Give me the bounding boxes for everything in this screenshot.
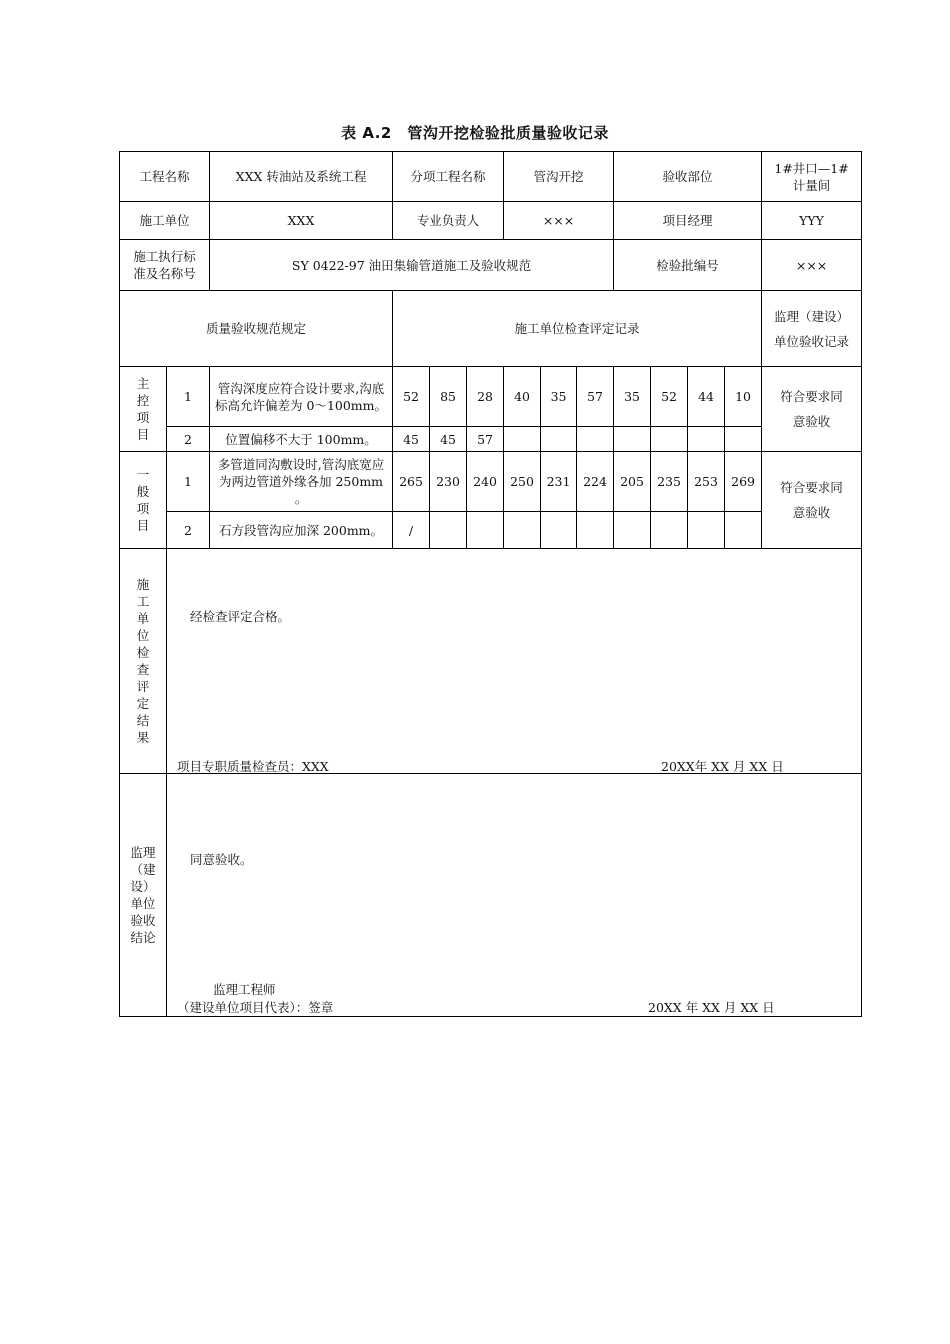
- general-item-1-value: 230: [430, 452, 467, 512]
- general-item-1-value: 250: [504, 452, 541, 512]
- main-item-2-value: [504, 427, 541, 452]
- professional-label: 专业负责人: [393, 202, 504, 240]
- general-item-2-value: [688, 512, 725, 549]
- record-label: 施工单位检查评定记录: [393, 291, 762, 367]
- construction-result-label: 施工单位检查评定结果: [120, 549, 167, 774]
- batch-label: 检验批编号: [614, 240, 762, 291]
- general-item-2-value: /: [393, 512, 430, 549]
- main-item-1-no: 1: [167, 367, 210, 427]
- standard-value: SY 0422-97 油田集输管道施工及验收规范: [210, 240, 614, 291]
- main-item-2-value: [577, 427, 614, 452]
- main-item-1-value: 52: [393, 367, 430, 427]
- main-item-1-value: 52: [651, 367, 688, 427]
- general-item-1-value: 265: [393, 452, 430, 512]
- main-item-2-value: [688, 427, 725, 452]
- general-item-1-value: 231: [541, 452, 577, 512]
- main-item-1-value: 10: [725, 367, 762, 427]
- main-item-2-value: 45: [393, 427, 430, 452]
- acceptance-record-table: [119, 151, 862, 1017]
- main-item-2-value: [725, 427, 762, 452]
- general-item-2-value: [725, 512, 762, 549]
- construction-result-block: [167, 549, 862, 774]
- professional-value: ×××: [504, 202, 614, 240]
- main-item-1-value: 40: [504, 367, 541, 427]
- project-name-label: 工程名称: [120, 152, 210, 202]
- supervisor-result-label: 监理（建设）单位验收结论: [120, 774, 167, 1017]
- general-item-1-value: 269: [725, 452, 762, 512]
- general-item-2-value: [614, 512, 651, 549]
- general-item-row-2: [120, 512, 862, 549]
- section-header-row: [120, 291, 862, 367]
- quality-inspector: 项目专职质量检查员：XXX: [177, 759, 329, 774]
- page-title: 表 A.2 管沟开挖检验批质量验收记录: [341, 124, 609, 142]
- general-item-1-value: 253: [688, 452, 725, 512]
- general-item-2-value: [467, 512, 504, 549]
- supervisor-record-label: 监理（建设）单位验收记录: [762, 291, 862, 367]
- main-item-2-value: 57: [467, 427, 504, 452]
- main-item-1-value: 28: [467, 367, 504, 427]
- general-item-2-no: 2: [167, 512, 210, 549]
- accept-part-label: 验收部位: [614, 152, 762, 202]
- supervisor-engineer-label: 监理工程师: [213, 982, 276, 997]
- main-item-2-no: 2: [167, 427, 210, 452]
- main-item-1-value: 85: [430, 367, 467, 427]
- general-items-group-label: 一般项目: [120, 452, 167, 549]
- supervisor-signature-label: （建设单位项目代表）：签章: [177, 1000, 334, 1015]
- main-item-2-value: 45: [430, 427, 467, 452]
- header-row-3: [120, 240, 862, 291]
- supervisor-date: 20XX 年 XX 月 XX 日: [648, 1000, 775, 1015]
- general-item-1-value: 205: [614, 452, 651, 512]
- main-items-group-label: 主控项目: [120, 367, 167, 452]
- main-item-2-value: [614, 427, 651, 452]
- main-item-1-value: 44: [688, 367, 725, 427]
- main-items-result: 符合要求同意验收: [762, 367, 862, 452]
- main-item-2-desc: 位置偏移不大于 100mm。: [210, 427, 393, 452]
- supervisor-result-row: [120, 774, 862, 1017]
- general-item-2-value: [541, 512, 577, 549]
- general-item-1-desc: 多管道同沟敷设时,管沟底宽应为两边管道外缘各加 250mm 。: [210, 452, 393, 512]
- construction-result-row: [120, 549, 862, 774]
- main-item-1-value: 35: [541, 367, 577, 427]
- general-item-1-value: 224: [577, 452, 614, 512]
- construct-unit-label: 施工单位: [120, 202, 210, 240]
- general-item-2-value: [577, 512, 614, 549]
- construct-unit-value: XXX: [210, 202, 393, 240]
- header-row-2: [120, 202, 862, 240]
- spec-label: 质量验收规范规定: [120, 291, 393, 367]
- general-item-row-1: [120, 452, 862, 512]
- general-items-result: 符合要求同意验收: [762, 452, 862, 549]
- supervisor-conclusion: 同意验收。: [190, 852, 253, 867]
- pm-label: 项目经理: [614, 202, 762, 240]
- general-item-1-value: 235: [651, 452, 688, 512]
- construction-conclusion: 经检查评定合格。: [190, 609, 291, 624]
- batch-value: ×××: [762, 240, 862, 291]
- pm-value: YYY: [762, 202, 862, 240]
- general-item-1-no: 1: [167, 452, 210, 512]
- sub-project-value: 管沟开挖: [504, 152, 614, 202]
- main-item-1-desc: 管沟深度应符合设计要求,沟底标高允许偏差为 0～100mm。: [210, 367, 393, 427]
- main-item-2-value: [541, 427, 577, 452]
- main-item-2-value: [651, 427, 688, 452]
- supervisor-result-block: [167, 774, 862, 1017]
- general-item-2-value: [651, 512, 688, 549]
- general-item-2-value: [430, 512, 467, 549]
- sub-project-label: 分项工程名称: [393, 152, 504, 202]
- general-item-2-value: [504, 512, 541, 549]
- construction-date: 20XX年 XX 月 XX 日: [661, 759, 784, 774]
- main-item-row-1: [120, 367, 862, 427]
- header-row-1: [120, 152, 862, 202]
- main-item-row-2: [120, 427, 862, 452]
- accept-part-value: 1#井口—1#计量间: [762, 152, 862, 202]
- main-item-1-value: 57: [577, 367, 614, 427]
- project-name-value: XXX 转油站及系统工程: [210, 152, 393, 202]
- general-item-2-desc: 石方段管沟应加深 200mm。: [210, 512, 393, 549]
- main-item-1-value: 35: [614, 367, 651, 427]
- general-item-1-value: 240: [467, 452, 504, 512]
- standard-label: 施工执行标准及名称号: [120, 240, 210, 291]
